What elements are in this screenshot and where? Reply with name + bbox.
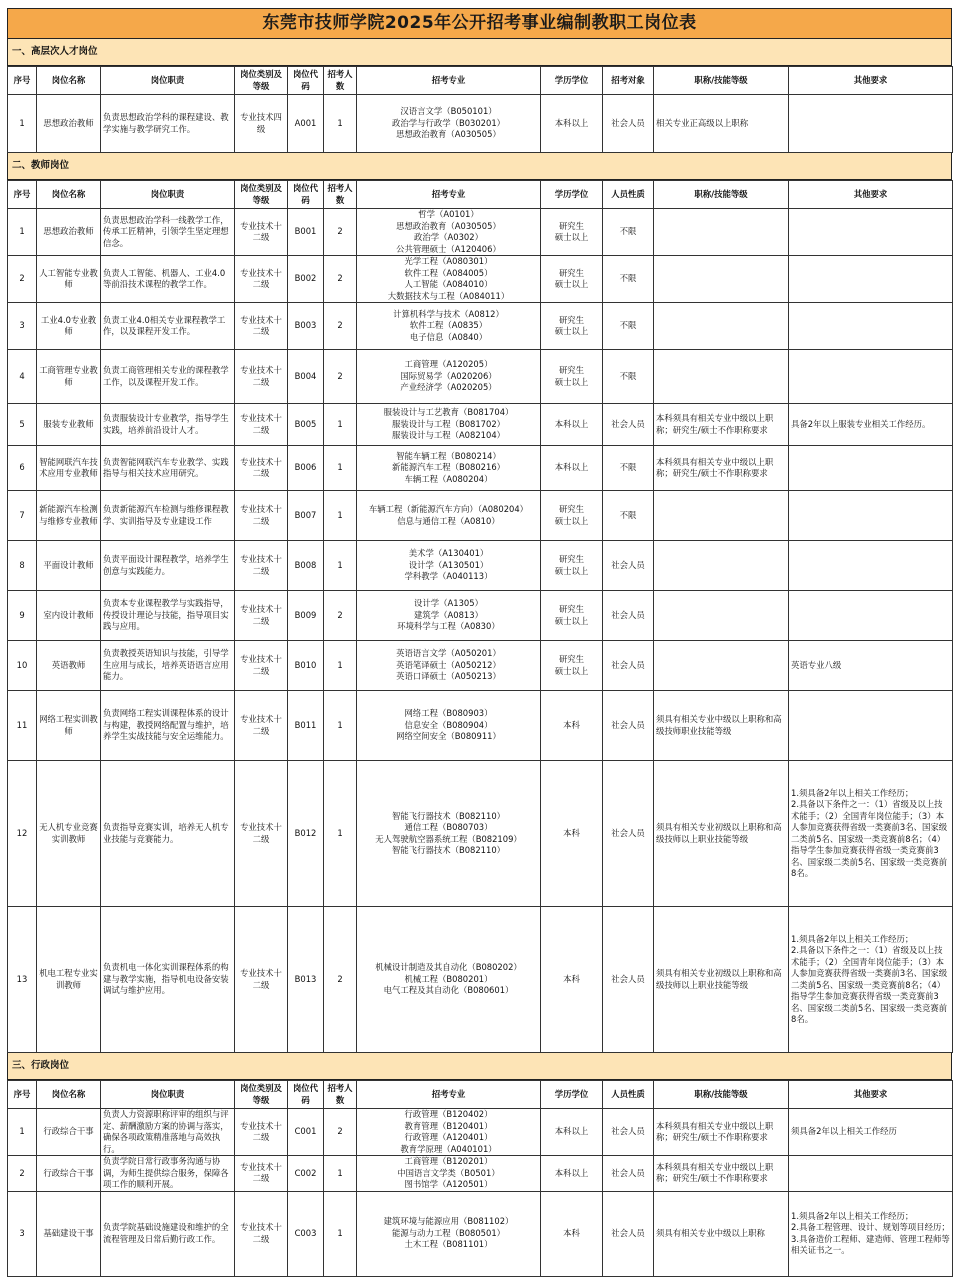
majors: 智能车辆工程（B080214） 新能源汽车工程（B080216） 车辆工程（A080204） <box>357 446 541 491</box>
section-heading: 一、高层次人才岗位 <box>7 39 952 66</box>
hire-count: 2 <box>324 303 357 350</box>
post-name: 机电工程专业实训教师 <box>37 907 101 1053</box>
title-requirement <box>654 541 789 591</box>
title-requirement: 相关专业正高级以上职称 <box>654 95 789 153</box>
post-name: 网络工程实训教师 <box>37 691 101 761</box>
column-header: 序号 <box>8 67 37 95</box>
hire-count: 1 <box>324 1191 357 1276</box>
title-requirement <box>654 591 789 641</box>
majors: 设计学（A1305） 建筑学（A0813） 环境科学与工程（A0830） <box>357 591 541 641</box>
post-code: B009 <box>288 591 324 641</box>
post-code: C003 <box>288 1191 324 1276</box>
title-requirement <box>654 641 789 691</box>
other-requirement <box>789 691 953 761</box>
post-duty: 负责工商管理相关专业的课程教学工作，以及课程开发工作。 <box>101 350 235 404</box>
target-group: 社会人员 <box>603 1109 654 1156</box>
target-group: 社会人员 <box>603 641 654 691</box>
row-number: 9 <box>8 591 37 641</box>
title-requirement: 须具有相关专业中级以上职称 <box>654 1191 789 1276</box>
table-row <box>8 350 953 404</box>
majors: 建筑环境与能源应用（B081102） 能源与动力工程（B080501） 土木工程（B081101） <box>357 1191 541 1276</box>
post-name: 工商管理专业教师 <box>37 350 101 404</box>
target-group: 社会人员 <box>603 404 654 446</box>
table-header-row <box>8 181 953 209</box>
majors: 智能飞行器技术（B082110） 通信工程（B080703） 无人驾驶航空器系统工程（B082109） 智能飞行器技术（B082110） <box>357 761 541 907</box>
title-requirement: 本科须具有相关专业中级以上职称；研究生/硕士不作职称要求 <box>654 1156 789 1192</box>
post-level: 专业技术十二级 <box>235 303 288 350</box>
post-code: B001 <box>288 209 324 256</box>
target-group: 不限 <box>603 446 654 491</box>
post-level: 专业技术十二级 <box>235 641 288 691</box>
post-name: 人工智能专业教师 <box>37 256 101 303</box>
post-name: 平面设计教师 <box>37 541 101 591</box>
column-header: 招考人数 <box>324 1081 357 1109</box>
hire-count: 1 <box>324 404 357 446</box>
recruitment-table-sheet <box>7 8 952 1277</box>
title-requirement <box>654 350 789 404</box>
post-duty: 负责新能源汽车检测与维修课程教学、实训指导及专业建设工作 <box>101 491 235 541</box>
post-duty: 负责工业4.0相关专业课程教学工作，以及课程开发工作。 <box>101 303 235 350</box>
column-header: 其他要求 <box>789 181 953 209</box>
education: 本科以上 <box>541 446 603 491</box>
row-number: 1 <box>8 1109 37 1156</box>
post-code: B013 <box>288 907 324 1053</box>
education: 本科 <box>541 907 603 1053</box>
post-code: B008 <box>288 541 324 591</box>
table-row <box>8 404 953 446</box>
post-duty: 负责指导竞赛实训，培养无人机专业技能与竞赛能力。 <box>101 761 235 907</box>
other-requirement: 1.须具备2年以上相关工作经历； 2.具备工程管理、设计、规划等项目经历； 3.具备造价工程师、建造师、管理工程师等相关证书之一。 <box>789 1191 953 1276</box>
column-header: 序号 <box>8 1081 37 1109</box>
column-header: 岗位名称 <box>37 1081 101 1109</box>
post-level: 专业技术十二级 <box>235 1109 288 1156</box>
other-requirement: 具备2年以上服装专业相关工作经历。 <box>789 404 953 446</box>
education: 研究生 硕士以上 <box>541 491 603 541</box>
section-heading: 二、教师岗位 <box>7 153 952 180</box>
post-duty: 负责思想政治学科的课程建设、教学实施与教学研究工作。 <box>101 95 235 153</box>
majors: 工商管理（B120201） 中国语言文学类（B0501） 图书馆学（A120501） <box>357 1156 541 1192</box>
majors: 美术学（A130401） 设计学（A130501） 学科教学（A040113） <box>357 541 541 591</box>
table-row <box>8 209 953 256</box>
column-header: 职称/技能等级 <box>654 181 789 209</box>
hire-count: 1 <box>324 691 357 761</box>
majors: 机械设计制造及其自动化（B080202） 机械工程（B080201） 电气工程及其自动化（B080601） <box>357 907 541 1053</box>
post-duty: 负责人力资源职称评审的组织与评定、薪酬激励方案的协调与落实，确保各项政策精准落地与高效执行。 <box>101 1109 235 1156</box>
other-requirement <box>789 541 953 591</box>
post-code: B011 <box>288 691 324 761</box>
post-code: B002 <box>288 256 324 303</box>
column-header: 岗位名称 <box>37 181 101 209</box>
column-header: 序号 <box>8 181 37 209</box>
post-level: 专业技术十二级 <box>235 350 288 404</box>
title-requirement <box>654 303 789 350</box>
title-requirement <box>654 256 789 303</box>
sections-container <box>7 39 952 1277</box>
post-duty: 负责智能网联汽车专业教学、实践指导与相关技术应用研究。 <box>101 446 235 491</box>
table-row <box>8 691 953 761</box>
post-code: C002 <box>288 1156 324 1192</box>
post-duty: 负责人工智能、机器人、工业4.0等前沿技术课程的教学工作。 <box>101 256 235 303</box>
education: 研究生 硕士以上 <box>541 350 603 404</box>
target-group: 不限 <box>603 350 654 404</box>
title-requirement <box>654 209 789 256</box>
row-number: 2 <box>8 256 37 303</box>
table-row <box>8 256 953 303</box>
hire-count: 1 <box>324 641 357 691</box>
column-header: 学历学位 <box>541 181 603 209</box>
table-row <box>8 761 953 907</box>
post-level: 专业技术十二级 <box>235 761 288 907</box>
target-group: 社会人员 <box>603 907 654 1053</box>
post-name: 新能源汽车检测与维修专业教师 <box>37 491 101 541</box>
column-header: 其他要求 <box>789 1081 953 1109</box>
column-header: 职称/技能等级 <box>654 67 789 95</box>
title-requirement: 须具有相关专业中级以上职称和高级技师职业技能等级 <box>654 691 789 761</box>
row-number: 11 <box>8 691 37 761</box>
table-row <box>8 1109 953 1156</box>
table-row <box>8 95 953 153</box>
column-header: 招考专业 <box>357 1081 541 1109</box>
column-header: 招考专业 <box>357 181 541 209</box>
other-requirement: 1.须具备2年以上相关工作经历； 2.具备以下条件之一：（1）省级及以上技术能手；（2）全国青年岗位能手；（3）本人参加竞赛获得省级一类赛前3名、国家级二类前5名、国家级一类竞赛前8名；（4）指导学生参加竞赛获得省级一类竞赛前3名、国家级二类前5名、国家级一类竞赛前8名。 <box>789 761 953 907</box>
hire-count: 1 <box>324 446 357 491</box>
row-number: 3 <box>8 1191 37 1276</box>
post-code: B012 <box>288 761 324 907</box>
column-header: 岗位类别及等级 <box>235 1081 288 1109</box>
title-requirement <box>654 491 789 541</box>
column-header: 岗位代码 <box>288 1081 324 1109</box>
post-duty: 负责本专业课程教学与实践指导，传授设计理论与技能，指导项目实践与应用。 <box>101 591 235 641</box>
post-duty: 负责学院基础设施建设和维护的全流程管理及日常后勤行政工作。 <box>101 1191 235 1276</box>
majors: 英语语言文学（A050201） 英语笔译硕士（A050212） 英语口译硕士（A050213） <box>357 641 541 691</box>
education: 本科 <box>541 1191 603 1276</box>
table-header-row <box>8 1081 953 1109</box>
other-requirement: 英语专业八级 <box>789 641 953 691</box>
column-header: 其他要求 <box>789 67 953 95</box>
hire-count: 1 <box>324 761 357 907</box>
post-level: 专业技术十二级 <box>235 591 288 641</box>
post-level: 专业技术十二级 <box>235 907 288 1053</box>
column-header: 招考人数 <box>324 67 357 95</box>
positions-table <box>7 180 953 1053</box>
other-requirement <box>789 303 953 350</box>
column-header: 人员性质 <box>603 181 654 209</box>
other-requirement: 1.须具备2年以上相关工作经历； 2.具备以下条件之一：（1）省级及以上技术能手；（2）全国青年岗位能手；（3）本人参加竞赛获得省级一类赛前3名、国家级二类前5名、国家级一类竞赛前8名；（4）指导学生参加竞赛获得省级一类竞赛前3名、国家级二类前5名、国家级一类竞赛前8名。 <box>789 907 953 1053</box>
majors: 光学工程（A080301） 软件工程（A084005） 人工智能（A084010） 大数据技术与工程（A084011） <box>357 256 541 303</box>
education: 本科以上 <box>541 1109 603 1156</box>
post-level: 专业技术十二级 <box>235 541 288 591</box>
post-code: B007 <box>288 491 324 541</box>
post-level: 专业技术十二级 <box>235 1191 288 1276</box>
education: 研究生 硕士以上 <box>541 591 603 641</box>
title-requirement: 本科须具有相关专业中级以上职称；研究生/硕士不作职称要求 <box>654 1109 789 1156</box>
row-number: 10 <box>8 641 37 691</box>
hire-count: 2 <box>324 907 357 1053</box>
education: 研究生 硕士以上 <box>541 209 603 256</box>
table-row <box>8 591 953 641</box>
title-requirement: 须具有相关专业初级以上职称和高级技师以上职业技能等级 <box>654 761 789 907</box>
post-code: B003 <box>288 303 324 350</box>
row-number: 1 <box>8 95 37 153</box>
other-requirement <box>789 491 953 541</box>
post-name: 基础建设干事 <box>37 1191 101 1276</box>
post-code: B010 <box>288 641 324 691</box>
majors: 服装设计与工艺教育（B081704） 服装设计与工程（B081702） 服装设计与工程（A082104） <box>357 404 541 446</box>
column-header: 人员性质 <box>603 1081 654 1109</box>
post-duty: 负责网络工程实训课程体系的设计与构建，教授网络配置与维护，培养学生实战技能与安全运维能力。 <box>101 691 235 761</box>
title-requirement: 须具有相关专业初级以上职称和高级技师以上职业技能等级 <box>654 907 789 1053</box>
education: 本科以上 <box>541 404 603 446</box>
title-requirement: 本科须具有相关专业中级以上职称；研究生/硕士不作职称要求 <box>654 446 789 491</box>
post-name: 无人机专业竞赛实训教师 <box>37 761 101 907</box>
column-header: 岗位职责 <box>101 181 235 209</box>
column-header: 岗位类别及等级 <box>235 181 288 209</box>
other-requirement <box>789 209 953 256</box>
row-number: 13 <box>8 907 37 1053</box>
post-level: 专业技术十二级 <box>235 209 288 256</box>
column-header: 招考专业 <box>357 67 541 95</box>
majors: 哲学（A0101） 思想政治教育（A030505） 政治学（A0302） 公共管理硕士（A120406） <box>357 209 541 256</box>
post-duty: 负责机电一体化实训课程体系的构建与教学实施，指导机电设备安装调试与维护应用。 <box>101 907 235 1053</box>
post-name: 智能网联汽车技术应用专业教师 <box>37 446 101 491</box>
education: 研究生 硕士以上 <box>541 303 603 350</box>
post-duty: 负责学院日常行政事务沟通与协调，为师生提供综合服务，保障各项工作的顺利开展。 <box>101 1156 235 1192</box>
table-row <box>8 1156 953 1192</box>
target-group: 社会人员 <box>603 591 654 641</box>
post-level: 专业技术十二级 <box>235 491 288 541</box>
hire-count: 1 <box>324 95 357 153</box>
education: 本科以上 <box>541 95 603 153</box>
post-code: B006 <box>288 446 324 491</box>
title-requirement: 本科须具有相关专业中级以上职称；研究生/硕士不作职称要求 <box>654 404 789 446</box>
column-header: 岗位代码 <box>288 67 324 95</box>
target-group: 不限 <box>603 256 654 303</box>
education: 研究生 硕士以上 <box>541 641 603 691</box>
post-duty: 负责服装设计专业教学，指导学生实践，培养前沿设计人才。 <box>101 404 235 446</box>
target-group: 不限 <box>603 303 654 350</box>
column-header: 岗位类别及等级 <box>235 67 288 95</box>
row-number: 6 <box>8 446 37 491</box>
column-header: 岗位代码 <box>288 181 324 209</box>
row-number: 5 <box>8 404 37 446</box>
post-level: 专业技术十二级 <box>235 404 288 446</box>
row-number: 4 <box>8 350 37 404</box>
hire-count: 1 <box>324 541 357 591</box>
row-number: 1 <box>8 209 37 256</box>
education: 本科 <box>541 761 603 907</box>
post-name: 工业4.0专业教师 <box>37 303 101 350</box>
table-row <box>8 303 953 350</box>
hire-count: 1 <box>324 491 357 541</box>
post-name: 思想政治教师 <box>37 95 101 153</box>
education: 本科以上 <box>541 1156 603 1192</box>
target-group: 社会人员 <box>603 95 654 153</box>
column-header: 岗位名称 <box>37 67 101 95</box>
table-row <box>8 1191 953 1276</box>
majors: 汉语言文学（B050101） 政治学与行政学（B030201） 思想政治教育（A030505） <box>357 95 541 153</box>
other-requirement: 须具备2年以上相关工作经历 <box>789 1109 953 1156</box>
other-requirement <box>789 591 953 641</box>
row-number: 3 <box>8 303 37 350</box>
majors: 车辆工程（新能源汽车方向）（A080204） 信息与通信工程（A0810） <box>357 491 541 541</box>
hire-count: 1 <box>324 1156 357 1192</box>
post-name: 英语教师 <box>37 641 101 691</box>
positions-table <box>7 66 953 153</box>
column-header: 岗位职责 <box>101 1081 235 1109</box>
row-number: 2 <box>8 1156 37 1192</box>
post-code: B004 <box>288 350 324 404</box>
target-group: 社会人员 <box>603 541 654 591</box>
other-requirement <box>789 256 953 303</box>
post-duty: 负责思想政治学科一线教学工作，传承工匠精神，引领学生坚定理想信念。 <box>101 209 235 256</box>
post-name: 服装专业教师 <box>37 404 101 446</box>
row-number: 12 <box>8 761 37 907</box>
post-level: 专业技术四级 <box>235 95 288 153</box>
hire-count: 2 <box>324 591 357 641</box>
hire-count: 2 <box>324 350 357 404</box>
column-header: 招考对象 <box>603 67 654 95</box>
post-duty: 负责教授英语知识与技能，引导学生应用与成长，培养英语语言应用能力。 <box>101 641 235 691</box>
positions-table <box>7 1080 953 1277</box>
column-header: 招考人数 <box>324 181 357 209</box>
majors: 行政管理（B120402） 教育管理（B120401） 行政管理（A120401） 教育学原理（A040101） <box>357 1109 541 1156</box>
table-row <box>8 491 953 541</box>
post-code: C001 <box>288 1109 324 1156</box>
target-group: 社会人员 <box>603 1191 654 1276</box>
other-requirement <box>789 1156 953 1192</box>
target-group: 不限 <box>603 491 654 541</box>
hire-count: 2 <box>324 1109 357 1156</box>
table-row <box>8 907 953 1053</box>
post-level: 专业技术十二级 <box>235 1156 288 1192</box>
other-requirement <box>789 95 953 153</box>
majors: 网络工程（B080903） 信息安全（B080904） 网络空间安全（B080911） <box>357 691 541 761</box>
post-duty: 负责平面设计课程教学，培养学生创意与实践能力。 <box>101 541 235 591</box>
table-header-row <box>8 67 953 95</box>
target-group: 社会人员 <box>603 1156 654 1192</box>
hire-count: 2 <box>324 209 357 256</box>
column-header: 岗位职责 <box>101 67 235 95</box>
column-header: 学历学位 <box>541 67 603 95</box>
post-name: 行政综合干事 <box>37 1156 101 1192</box>
document-title: 东莞市技师学院2025年公开招考事业编制教职工岗位表 <box>7 8 952 39</box>
section-heading: 三、行政岗位 <box>7 1053 952 1080</box>
post-code: A001 <box>288 95 324 153</box>
post-name: 室内设计教师 <box>37 591 101 641</box>
education: 研究生 硕士以上 <box>541 541 603 591</box>
post-code: B005 <box>288 404 324 446</box>
majors: 计算机科学与技术（A0812） 软件工程（A0835） 电子信息（A0840） <box>357 303 541 350</box>
table-row <box>8 446 953 491</box>
education: 研究生 硕士以上 <box>541 256 603 303</box>
post-name: 思想政治教师 <box>37 209 101 256</box>
post-level: 专业技术十二级 <box>235 446 288 491</box>
post-level: 专业技术十二级 <box>235 256 288 303</box>
post-name: 行政综合干事 <box>37 1109 101 1156</box>
column-header: 职称/技能等级 <box>654 1081 789 1109</box>
target-group: 社会人员 <box>603 761 654 907</box>
row-number: 7 <box>8 491 37 541</box>
other-requirement <box>789 350 953 404</box>
row-number: 8 <box>8 541 37 591</box>
other-requirement <box>789 446 953 491</box>
majors: 工商管理（A120205） 国际贸易学（A020206） 产业经济学（A020205） <box>357 350 541 404</box>
target-group: 不限 <box>603 209 654 256</box>
education: 本科 <box>541 691 603 761</box>
post-level: 专业技术十二级 <box>235 691 288 761</box>
table-row <box>8 541 953 591</box>
target-group: 社会人员 <box>603 691 654 761</box>
hire-count: 2 <box>324 256 357 303</box>
column-header: 学历学位 <box>541 1081 603 1109</box>
table-row <box>8 641 953 691</box>
